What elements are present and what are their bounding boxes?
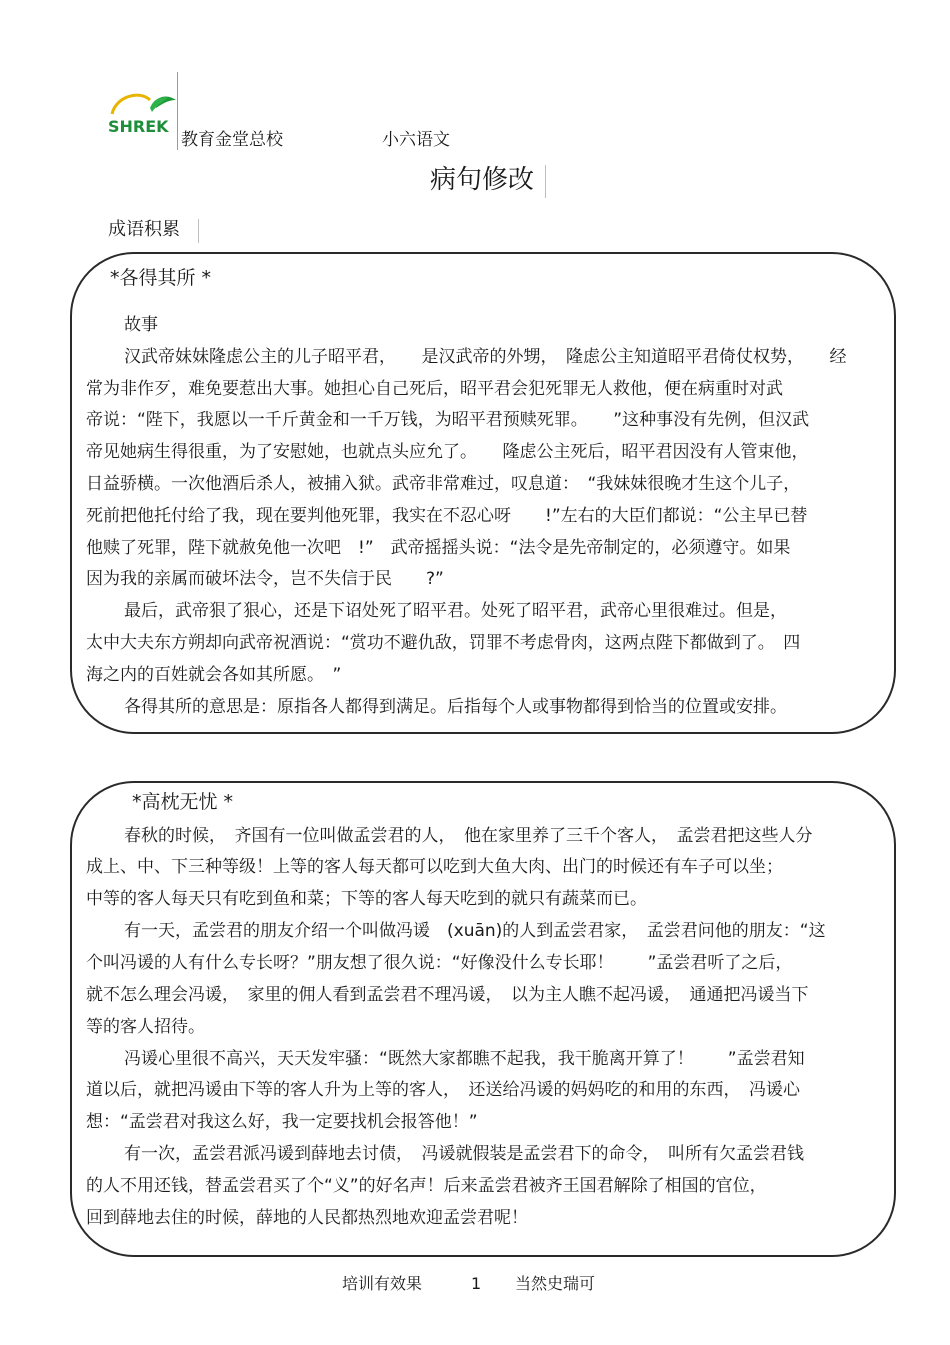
story1-title: *各得其所 *	[110, 267, 212, 289]
story1-line: 帝说：“陛下，我愿以一千斤黄金和一千万钱，为昭平君预赎死罪。 ”这种事没有先例，但汉武	[86, 410, 810, 430]
story2-line: 冯谖心里很不高兴，天天发牢骚：“既然大家都瞧不起我，我干脆离开算了！ ”孟尝君知	[124, 1049, 805, 1069]
story1-line: 海之内的百姓就会各如其所愿。 ”	[86, 665, 342, 685]
story2-line: 有一次，孟尝君派冯谖到薛地去讨债， 冯谖就假装是孟尝君下的命令， 叫所有欠孟尝君钱	[124, 1144, 804, 1164]
story1-line: 太中大夫东方朔却向武帝祝酒说：“赏功不避仇敌，罚罪不考虑骨肉，这两点陛下都做到了。 四	[86, 633, 801, 653]
story2-title: *高枕无忧 *	[132, 791, 234, 813]
story2-line: 有一天，孟尝君的朋友介绍一个叫做冯谖 (xuān)的人到孟尝君家， 孟尝君问他的朋友：“这	[124, 921, 826, 941]
story1-line: 因为我的亲属而破坏法令，岂不失信于民 ?”	[86, 569, 444, 589]
page-title: 病句修改	[430, 165, 535, 195]
story1-line: 最后，武帝狠了狠心，还是下诏处死了昭平君。处死了昭平君，武帝心里很难过。但是，	[124, 601, 787, 621]
story1-line: 帝见她病生得很重，为了安慰她，也就点头应允了。 隆虑公主死后，昭平君因没有人管束他，	[86, 442, 809, 462]
story1-line: 死前把他托付给了我，现在要判他死罪，我实在不忍心呀 !”左右的大臣们都说：“公主早已替	[86, 506, 808, 526]
story2-line: 个叫冯谖的人有什么专长呀？”朋友想了很久说：“好像没什么专长耶！ ”孟尝君听了之后，	[86, 953, 793, 973]
story1-line: 汉武帝妹妹隆虑公主的儿子昭平君， 是汉武帝的外甥， 隆虑公主知道昭平君倚仗权势， 经	[124, 347, 847, 367]
page-number: 1	[471, 1274, 482, 1293]
shrek-logo	[106, 88, 180, 136]
story2-line: 就不怎么理会冯谖， 家里的佣人看到孟尝君不理冯谖， 以为主人瞧不起冯谖， 通通把冯谖当下	[86, 985, 809, 1005]
story1-meaning: 各得其所的意思是：原指各人都得到满足。后指每个人或事物都得到恰当的位置或安排。	[124, 697, 787, 717]
footer-left: 培训有效果	[342, 1274, 423, 1293]
story1-label: 故事	[124, 315, 158, 335]
footer-right: 当然史瑞可	[515, 1274, 596, 1293]
section-heading: 成语积累	[108, 219, 180, 240]
story2-line: 想：“孟尝君对我这么好，我一定要找机会报答他！”	[86, 1112, 478, 1132]
story1-line: 常为非作歹，难免要惹出大事。她担心自己死后，昭平君会犯死罪无人救他，便在病重时对武	[86, 379, 783, 399]
story2-line: 中等的客人每天只有吃到鱼和菜；下等的客人每天吃到的就只有蔬菜而已。	[86, 889, 647, 909]
subject-name: 小六语文	[382, 130, 450, 150]
title-divider	[545, 165, 546, 198]
story2-line: 成上、中、下三种等级！上等的客人每天都可以吃到大鱼大肉、出门的时候还有车子可以坐；	[86, 857, 783, 877]
svg-text:SHREK: SHREK	[108, 117, 169, 136]
story1-line: 日益骄横。一次他酒后杀人，被捕入狱。武帝非常难过，叹息道： “我妹妹很晚才生这个儿子，	[86, 474, 801, 494]
story2-line: 回到薛地去住的时候，薛地的人民都热烈地欢迎孟尝君呢！	[86, 1208, 528, 1228]
story1-line: 他赎了死罪，陛下就赦免他一次吧 !” 武帝摇摇头说：“法令是先帝制定的，必须遵守。如果	[86, 538, 791, 558]
section-divider	[198, 219, 199, 243]
story2-line: 春秋的时候， 齐国有一位叫做孟尝君的人， 他在家里养了三千个客人， 孟尝君把这些人分	[124, 826, 813, 846]
school-name: 教育金堂总校	[181, 130, 283, 150]
story2-line: 道以后，就把冯谖由下等的客人升为上等的客人， 还送给冯谖的妈妈吃的和用的东西， 冯谖心	[86, 1080, 800, 1100]
story2-line: 的人不用还钱，替孟尝君买了个“义”的好名声！后来孟尝君被齐王国君解除了相国的官位，	[86, 1176, 767, 1196]
story2-line: 等的客人招待。	[86, 1017, 205, 1037]
